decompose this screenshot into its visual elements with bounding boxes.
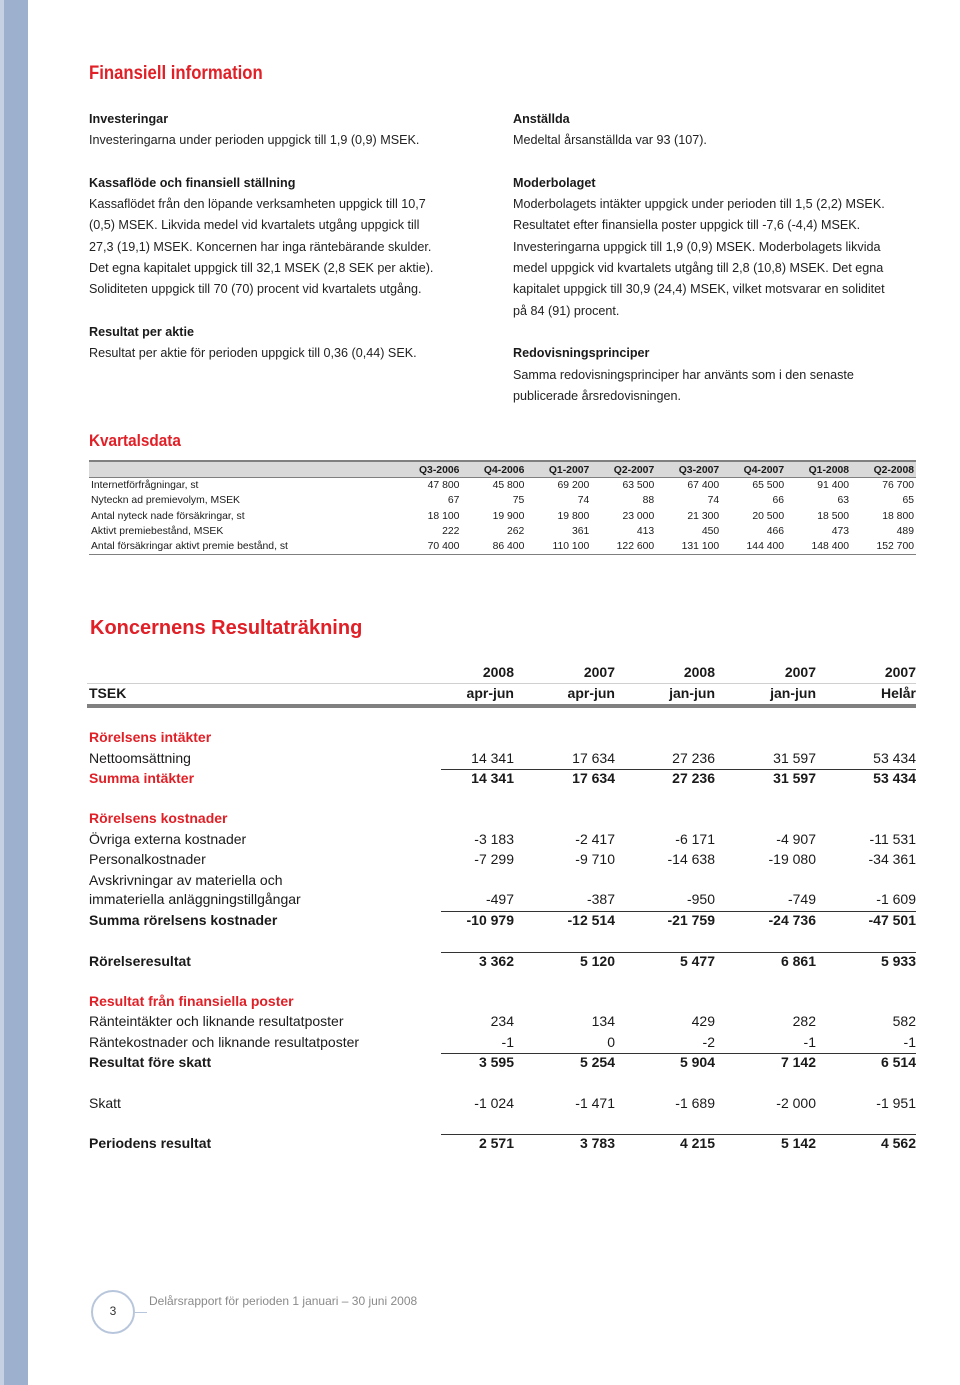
rr-row-rantekostnader-value: -1: [903, 1033, 916, 1050]
kv-cell: 69 200: [557, 480, 590, 492]
rr-row-avskrivningar-value: -749: [787, 891, 816, 908]
kv-row-label: Internetförfrågningar, st: [91, 480, 199, 492]
rr-year-header: 2007: [884, 664, 916, 680]
kv-cell: 67 400: [687, 480, 720, 492]
rr-period-header: apr-jun: [567, 685, 615, 701]
rr-header-divider: [87, 683, 916, 684]
kv-cell: 19 900: [492, 510, 525, 522]
rr-row-summa-intakter-value: 14 341: [471, 769, 514, 786]
anstallda-section: [513, 109, 933, 152]
rr-row-avskrivningar-label-line: Avskrivningar av materiella och: [89, 872, 283, 889]
anstallda-heading: Anställda: [513, 112, 570, 126]
rr-year-header: 2008: [683, 664, 715, 680]
rr-row-summa-intakter-label: Summa intäkter: [89, 769, 195, 786]
rr-sum-line: [441, 952, 916, 953]
rr-row-ranteintakter-label: Ränteintäkter och liknande resultatposter: [89, 1013, 344, 1030]
rr-row-resultat-fore-skatt-value: 5 904: [679, 1054, 715, 1071]
rr-row-ranteintakter-value: 582: [892, 1013, 916, 1030]
kvartalsdata-row: [89, 539, 916, 555]
rr-row-periodens-resultat-value: 4 562: [880, 1135, 916, 1152]
rr-row-externa-kostnader: [89, 830, 916, 850]
rr-row-summa-intakter-value: 31 597: [773, 769, 816, 786]
rr-row-personalkostnader-value: -19 080: [768, 851, 816, 868]
rr-row-rorelseresultat-value: 6 861: [780, 952, 816, 969]
kv-col-header: Q1-2007: [526, 461, 591, 478]
kv-cell: 70 400: [396, 539, 461, 555]
kv-cell: 65 500: [752, 480, 785, 492]
kv-cell: 122 600: [591, 539, 656, 555]
rr-row-rantekostnader-label: Räntekostnader och liknande resultatposter: [89, 1033, 360, 1050]
kassaflode-section: [89, 173, 489, 301]
rr-row-skatt-value: -1 689: [675, 1094, 715, 1111]
kv-cell: 18 500: [817, 510, 850, 522]
kvartalsdata-row: [89, 524, 916, 539]
kv-cell: 489: [896, 526, 914, 538]
kv-col-header: Q4-2007: [721, 461, 786, 478]
kv-cell: 74: [707, 495, 720, 507]
kvartalsdata-row: [89, 509, 916, 524]
moderbolaget-heading: Moderbolaget: [513, 175, 596, 190]
rr-row-externa-kostnader-value: -2 417: [575, 830, 615, 847]
rr-row-avskrivningar-value: -387: [586, 891, 615, 908]
left-column: [89, 109, 489, 386]
rr-row-avskrivningar: [89, 870, 916, 911]
rr-row-rorelseresultat-value: 5 477: [679, 952, 715, 969]
rr-row-periodens-resultat-value: 3 783: [579, 1135, 615, 1152]
rr-sum-line: [441, 911, 916, 912]
rr-row-summa-kostnader: [89, 911, 916, 931]
rr-row-summa-intakter-value: 27 236: [672, 769, 715, 786]
kassaflode-heading: Kassaflöde och finansiell ställning: [89, 175, 296, 190]
kv-cell: 45 800: [492, 480, 525, 492]
rr-row-nettoomsattning-value: 31 597: [773, 749, 816, 766]
footer-text: Delårsrapport för perioden 1 januari – 30 juni 2008: [149, 1294, 418, 1308]
rr-period-header: jan-jun: [669, 685, 715, 701]
rr-row-externa-kostnader-value: -4 907: [776, 830, 816, 847]
rr-row-nettoomsattning-label: Nettoomsättning: [89, 749, 191, 766]
rr-row-personalkostnader-value: -7 299: [474, 851, 514, 868]
kv-col-header: Q2-2007: [591, 461, 656, 478]
rr-row-periodens-resultat-value: 4 215: [679, 1135, 715, 1152]
redovisning-line: Samma redovisningsprinciper har använts som i den senaste: [513, 367, 854, 382]
kv-cell: 18 800: [882, 510, 914, 522]
rr-year-header: 2007: [784, 664, 816, 680]
rr-row-skatt: [89, 1094, 916, 1114]
rr-row-summa-kostnader-value: -24 736: [768, 911, 816, 928]
rr-row-rantekostnader-value: -1: [803, 1033, 816, 1050]
kv-cell: 47 800: [427, 480, 460, 492]
rr-row-resultat-fore-skatt-value: 6 514: [880, 1054, 916, 1071]
rr-unit-label: TSEK: [89, 685, 127, 701]
rr-heading-finansiella: [89, 992, 916, 1012]
rr-period-header: jan-jun: [770, 685, 816, 701]
rr-row-skatt-label: Skatt: [89, 1094, 121, 1111]
rr-row-externa-kostnader-label: Övriga externa kostnader: [89, 830, 247, 847]
page-number: 3: [109, 1304, 117, 1318]
rr-row-externa-kostnader-value: -3 183: [474, 830, 514, 847]
rr-row-personalkostnader: [89, 850, 916, 870]
rr-row-nettoomsattning-value: 17 634: [572, 749, 615, 766]
moderbolaget-line: Moderbolagets intäkter uppgick under perioden till 1,5 (2,2) MSEK.: [513, 197, 885, 212]
kv-cell: 63: [837, 495, 850, 507]
sidebar-stripe-inner: [0, 0, 4, 1385]
rr-row-ranteintakter-value: 429: [691, 1013, 715, 1030]
moderbolaget-line: medel uppgick vid kvartalets utgång till 2,8 (10,8) MSEK. Det egna: [513, 261, 884, 276]
kv-col-header: [89, 461, 396, 478]
investeringar-text: Investeringarna under perioden uppgick till 1,9 (0,9) MSEK.: [89, 133, 420, 148]
investeringar-section: [89, 109, 489, 152]
rr-row-summa-kostnader-value: -12 514: [567, 911, 615, 928]
kv-cell: 91 400: [817, 480, 850, 492]
kv-col-header: Q3-2006: [396, 461, 461, 478]
kvartalsdata-row: [89, 478, 916, 494]
moderbolaget-line: Investeringarna uppgick till 1,9 (0,9) MSEK. Moderbolagets likvida: [513, 239, 881, 254]
anstallda-text: Medeltal årsanställda var 93 (107).: [513, 133, 707, 148]
rr-row-rorelseresultat-label: Rörelseresultat: [89, 952, 191, 969]
kassaflode-line: (0,5) MSEK. Likvida medel vid kvartalets utgång uppgick till: [89, 218, 420, 233]
kv-cell: 67: [447, 495, 460, 507]
rr-row-summa-kostnader-label: Summa rörelsens kostnader: [89, 911, 278, 928]
rr-row-rantekostnader-value: -1: [501, 1033, 514, 1050]
rr-row-externa-kostnader-value: -11 531: [869, 830, 916, 847]
redovisning-section: [513, 343, 933, 407]
right-column: [513, 109, 933, 428]
rr-row-ranteintakter-value: 134: [591, 1013, 615, 1030]
rr-row-periodens-resultat-label: Periodens resultat: [89, 1135, 212, 1152]
rr-row-avskrivningar-label: [89, 871, 301, 909]
moderbolaget-section: [513, 173, 933, 322]
resultatrakning-table: [89, 664, 916, 1155]
moderbolaget-line: kapitalet uppgick till 30,9 (24,4) MSEK, vilket motsvarar en soliditet: [513, 282, 885, 297]
rr-heading-kostnader-label: Rörelsens kostnader: [89, 810, 228, 827]
rr-row-resultat-fore-skatt-value: 5 254: [579, 1054, 615, 1071]
rr-row-externa-kostnader-value: -6 171: [675, 830, 715, 847]
page-sidebar-stripe: [0, 0, 28, 1385]
kv-col-header: Q2-2008: [851, 461, 916, 478]
kassaflode-line: Kassaflödet från den löpande verksamheten uppgick till 10,7: [89, 197, 426, 212]
kv-cell: 19 800: [557, 510, 590, 522]
rr-row-nettoomsattning: [89, 749, 916, 769]
kv-cell: 63 500: [622, 480, 655, 492]
kv-cell: 23 000: [622, 510, 655, 522]
rr-row-resultat-fore-skatt-label: Resultat före skatt: [89, 1054, 212, 1071]
rr-row-periodens-resultat-value: 2 571: [478, 1135, 514, 1152]
kvartalsdata-header-row: [89, 461, 916, 478]
redovisning-line: publicerade årsredovisningen.: [513, 388, 682, 403]
rr-row-personalkostnader-value: -14 638: [667, 851, 715, 868]
rr-row-skatt-value: -1 951: [876, 1094, 916, 1111]
rr-heading-intakter: [89, 728, 916, 748]
rr-row-rorelseresultat: [89, 952, 916, 972]
kv-row-label: Aktivt premiebestånd, MSEK: [91, 526, 224, 538]
rr-row-rantekostnader-value: -2: [702, 1033, 715, 1050]
rr-row-resultat-fore-skatt-value: 3 595: [478, 1054, 514, 1071]
rr-row-summa-kostnader-value: -10 979: [466, 911, 514, 928]
investeringar-heading: Investeringar: [89, 112, 169, 126]
kv-cell: 86 400: [461, 539, 526, 555]
kv-cell: 88: [642, 495, 655, 507]
rr-sum-line: [441, 1134, 916, 1135]
rr-row-summa-intakter-value: 17 634: [572, 769, 615, 786]
rr-sum-line: [441, 1053, 916, 1054]
rr-row-summa-kostnader-value: -21 759: [667, 911, 715, 928]
rr-header-bar: [87, 704, 916, 708]
kassaflode-line: Det egna kapitalet uppgick till 32,1 MSEK (2,8 SEK per aktie).: [89, 261, 434, 276]
kv-col-header: Q3-2007: [656, 461, 721, 478]
kv-row-label: Antal nyteck nade försäkringar, st: [91, 510, 245, 522]
section-title-kvartalsdata: Kvartalsdata: [89, 431, 181, 450]
rr-row-avskrivningar-value: -950: [686, 891, 715, 908]
kv-row-label: Nyteckn ad premievolym, MSEK: [91, 495, 240, 507]
kv-cell: 222: [442, 526, 460, 538]
rr-period-header: Helår: [880, 685, 916, 701]
rr-row-summa-intakter: [89, 769, 916, 789]
kv-cell: 20 500: [752, 510, 785, 522]
kv-cell: 66: [772, 495, 785, 507]
kv-cell: 466: [766, 526, 785, 538]
rr-row-rorelseresultat-value: 3 362: [478, 952, 514, 969]
rr-row-nettoomsattning-value: 27 236: [672, 749, 715, 766]
rr-row-resultat-fore-skatt: [89, 1053, 916, 1073]
kv-cell: 110 100: [526, 539, 591, 555]
section-title-finansiell: Finansiell information: [89, 63, 263, 84]
kv-cell: 144 400: [721, 539, 786, 555]
kv-cell: 413: [636, 526, 655, 538]
resultat-per-aktie-section: [89, 322, 489, 365]
kv-cell: 21 300: [687, 510, 720, 522]
kassaflode-line: 27,3 (19,1) MSEK. Koncernen har inga räntebärande skulder.: [89, 239, 432, 254]
kv-cell: 76 700: [882, 480, 914, 492]
rr-row-summa-intakter-value: 53 434: [873, 769, 916, 786]
rr-period-header: apr-jun: [466, 685, 514, 701]
rr-row-skatt-value: -1 471: [575, 1094, 615, 1111]
rr-heading-kostnader: [89, 809, 916, 829]
rr-row-ranteintakter-value: 282: [792, 1013, 816, 1030]
kv-cell: 74: [577, 495, 590, 507]
kv-cell: 75: [512, 495, 525, 507]
rr-year-header: 2008: [482, 664, 514, 680]
rr-row-avskrivningar-value: -1 609: [876, 891, 916, 908]
resultat-per-aktie-heading: Resultat per aktie: [89, 324, 194, 339]
rr-row-ranteintakter: [89, 1012, 916, 1032]
kv-cell: 65: [902, 495, 914, 507]
rr-row-nettoomsattning-value: 14 341: [471, 749, 514, 766]
rr-sum-line: [441, 769, 916, 770]
kv-cell: 148 400: [786, 539, 851, 555]
redovisning-heading: Redovisningsprinciper: [513, 346, 650, 361]
kv-col-header: Q1-2008: [786, 461, 851, 478]
rr-row-rorelseresultat-value: 5 120: [579, 952, 615, 969]
rr-row-personalkostnader-value: -9 710: [575, 851, 615, 868]
rr-row-personalkostnader-label: Personalkostnader: [89, 851, 206, 868]
moderbolaget-line: Resultatet efter finansiella poster uppgick till -7,6 (-4,4) MSEK.: [513, 218, 861, 233]
rr-year-header: 2007: [583, 664, 615, 680]
rr-row-periodens-resultat: [89, 1134, 916, 1154]
kassaflode-line: Soliditeten uppgick till 70 (70) procent vid kvartalets utgång.: [89, 282, 422, 297]
moderbolaget-line: på 84 (91) procent.: [513, 303, 620, 318]
rr-row-avskrivningar-value: -497: [485, 891, 514, 908]
kv-col-header: Q4-2006: [461, 461, 526, 478]
kv-cell: 361: [571, 526, 590, 538]
rr-row-skatt-value: -1 024: [474, 1094, 514, 1111]
rr-header: [89, 664, 916, 708]
rr-heading-finansiella-label: Resultat från finansiella poster: [89, 993, 294, 1010]
rr-row-ranteintakter-value: 234: [490, 1013, 514, 1030]
rr-row-rantekostnader: [89, 1033, 916, 1053]
resultat-per-aktie-text: Resultat per aktie för perioden uppgick till 0,36 (0,44) SEK.: [89, 346, 417, 361]
kv-row-label: Antal försäkringar aktivt premie bestånd, st: [89, 539, 396, 555]
rr-heading-intakter-label: Rörelsens intäkter: [89, 729, 212, 746]
kv-cell: 131 100: [656, 539, 721, 555]
rr-row-rantekostnader-value: 0: [607, 1033, 615, 1050]
footer-connector: [135, 1312, 147, 1313]
rr-row-avskrivningar-label-line: immateriella anläggningstillgångar: [89, 891, 301, 908]
rr-row-resultat-fore-skatt-value: 7 142: [780, 1054, 816, 1071]
kv-cell: 450: [701, 526, 720, 538]
rr-row-nettoomsattning-value: 53 434: [873, 749, 916, 766]
kv-cell: 473: [831, 526, 850, 538]
kvartalsdata-table: [89, 460, 916, 555]
rr-row-periodens-resultat-value: 5 142: [780, 1135, 816, 1152]
section-title-resultatrakning: Koncernens Resultaträkning: [90, 617, 363, 639]
rr-row-skatt-value: -2 000: [776, 1094, 816, 1111]
kvartalsdata-row: [89, 493, 916, 508]
kv-cell: 152 700: [851, 539, 916, 555]
kv-cell: 262: [507, 526, 525, 538]
kv-cell: 18 100: [427, 510, 460, 522]
rr-row-summa-kostnader-value: -47 501: [868, 911, 916, 928]
rr-row-rorelseresultat-value: 5 933: [880, 952, 916, 969]
rr-row-personalkostnader-value: -34 361: [868, 851, 916, 868]
